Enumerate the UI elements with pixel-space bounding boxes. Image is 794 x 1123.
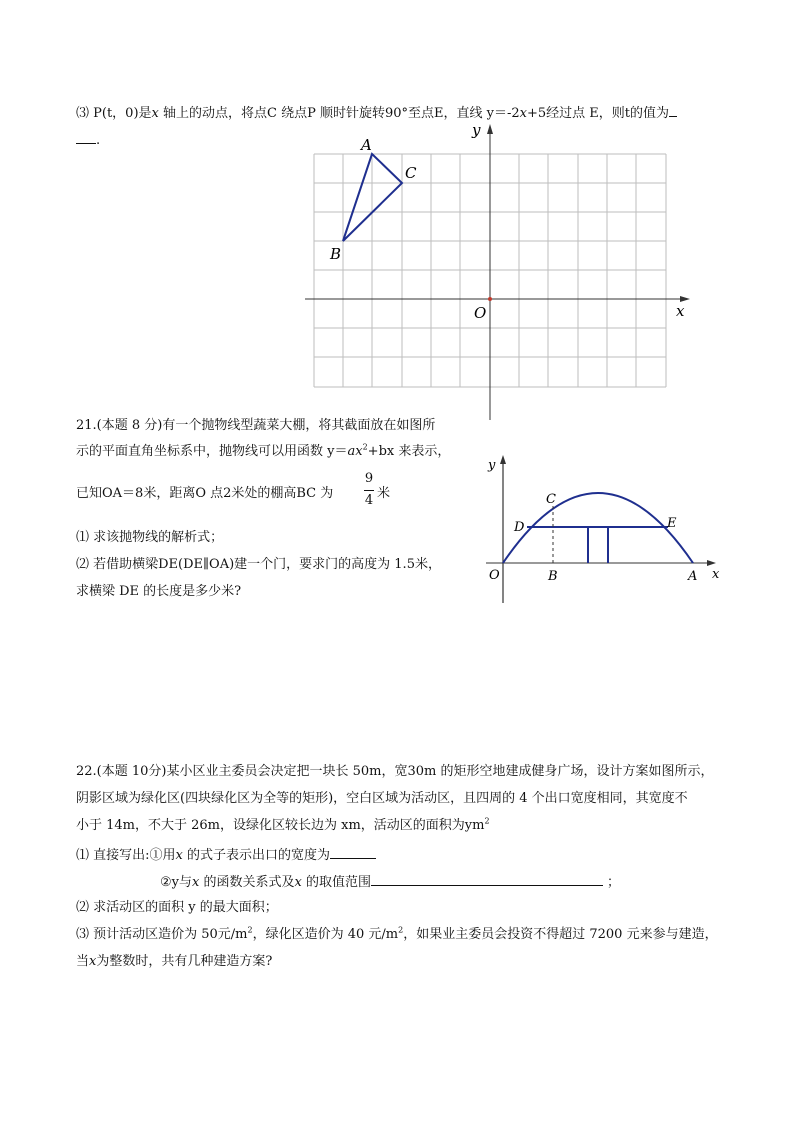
q22-sub4 bbox=[76, 953, 272, 971]
q22-line3 bbox=[76, 817, 490, 835]
fig2-label-A: A bbox=[688, 569, 698, 584]
q21-text-2c: +bx 来表示， bbox=[367, 444, 451, 459]
q22-sub1c-b: 的函数关系式及 bbox=[199, 875, 295, 890]
q22-sub3 bbox=[76, 926, 718, 944]
label-A: A bbox=[361, 136, 372, 154]
q22-sub1c-var: x bbox=[192, 875, 200, 890]
q21-sub2b: 求横梁 DE 的长度是多少米? bbox=[76, 584, 242, 599]
fig2-x-arrow bbox=[707, 560, 716, 566]
label-x: x bbox=[676, 302, 685, 320]
q22-line1: 22.(本题 10分)某小区业主委员会决定把一块长 50m，宽30m 的矩形空地建成健身广场，设计方案如图所示， bbox=[76, 764, 714, 779]
q22-sub1c bbox=[160, 872, 620, 892]
q21-exp-2: 2 bbox=[362, 442, 368, 452]
q21-line3-a: 已知OA＝8米，距离O 点2米处的棚高BC 为 bbox=[76, 486, 334, 501]
q22-sub3-b: ，绿化区造价为 40 元/m bbox=[252, 927, 399, 942]
q21-fraction-denominator: 4 bbox=[364, 493, 374, 508]
q3-var-x: x bbox=[151, 106, 159, 121]
q22-sub3-exp2: 2 bbox=[398, 925, 404, 935]
q22-answer-blank-2 bbox=[371, 872, 603, 886]
q21-fraction-numerator: 9 bbox=[364, 471, 374, 486]
q3-text-a: ⑶ P(t，0)是 bbox=[76, 106, 152, 121]
q22-sub1c-c: 的取值范围 bbox=[301, 875, 371, 890]
q3-text-b: 轴上的动点，将点C 绕点P 顺时针旋转90°至点E，直线 y＝-2 bbox=[158, 106, 520, 121]
q21-var-ax: ax bbox=[347, 444, 363, 459]
q22-sub1-b: 的式子表示出口的宽度为 bbox=[182, 848, 330, 863]
q22-sub3-c: ，如果业主委员会投资不得超过 7200 元来参与建造， bbox=[403, 927, 718, 942]
q3-text-c: +5经过点 E，则t的值为 bbox=[526, 106, 669, 121]
fig2-label-y: y bbox=[488, 458, 496, 473]
q22-sub1 bbox=[76, 845, 376, 865]
fig2-y-arrow bbox=[500, 455, 506, 464]
fig2-label-x: x bbox=[712, 567, 720, 582]
label-C: C bbox=[405, 164, 417, 182]
q22-sub1-var: x bbox=[175, 848, 183, 863]
q22-sub4-b: 为整数时，共有几种建造方案? bbox=[96, 954, 273, 969]
q22-sub3-exp1: 2 bbox=[247, 925, 253, 935]
q3-var-x2: x bbox=[519, 106, 527, 121]
q3-period: . bbox=[96, 133, 101, 148]
fig2-label-B: B bbox=[548, 569, 558, 584]
q22-sub1c-a: ②y与 bbox=[160, 875, 192, 890]
q21-text-2a: 示的平面直角坐标系中，抛物线可以用函数 y＝ bbox=[76, 444, 348, 459]
fig2-label-E: E bbox=[667, 516, 677, 531]
q22-answer-blank-1 bbox=[330, 845, 376, 859]
label-B: B bbox=[330, 245, 342, 263]
label-y: y bbox=[472, 121, 481, 139]
label-O: O bbox=[474, 304, 487, 322]
q22-text-3a: 小于 14m，不大于 26m，设绿化区较长边为 xm，活动区的面积为ym bbox=[76, 818, 485, 833]
q22-line2: 阴影区域为绿化区(四块绿化区为全等的矩形)，空白区域为活动区，且四周的 4 个出口宽度相同，其宽度不 bbox=[76, 791, 688, 806]
q21-sub1: ⑴ 求该抛物线的解析式； bbox=[76, 530, 224, 545]
q21-line1: 21.(本题 8 分)有一个抛物线型蔬菜大棚，将其截面放在如图所 bbox=[76, 418, 436, 433]
q21-line3-b: 米 bbox=[377, 486, 391, 501]
q22-sub4-a: 当 bbox=[76, 954, 90, 969]
fig2-label-O: O bbox=[489, 568, 500, 583]
fig2-label-D: D bbox=[514, 520, 525, 535]
q22-exp-3: 2 bbox=[484, 816, 490, 826]
q22-sub3-a: ⑶ 预计活动区造价为 50元/m bbox=[76, 927, 248, 942]
q22-sub1c-var2: x bbox=[294, 875, 302, 890]
q21-sub2: ⑵ 若借助横梁DE(DE∥OA)建一个门，要求门的高度为 1.5米， bbox=[76, 557, 441, 572]
q22-sub2: ⑵ 求活动区的面积 y 的最大面积； bbox=[76, 900, 278, 915]
q22-sub4-var: x bbox=[89, 954, 97, 969]
q22-sub1-a: ⑴ 直接写出:①用 bbox=[76, 848, 176, 863]
fig2-label-C: C bbox=[546, 492, 556, 507]
q22-sub1c-end: ； bbox=[606, 875, 620, 890]
